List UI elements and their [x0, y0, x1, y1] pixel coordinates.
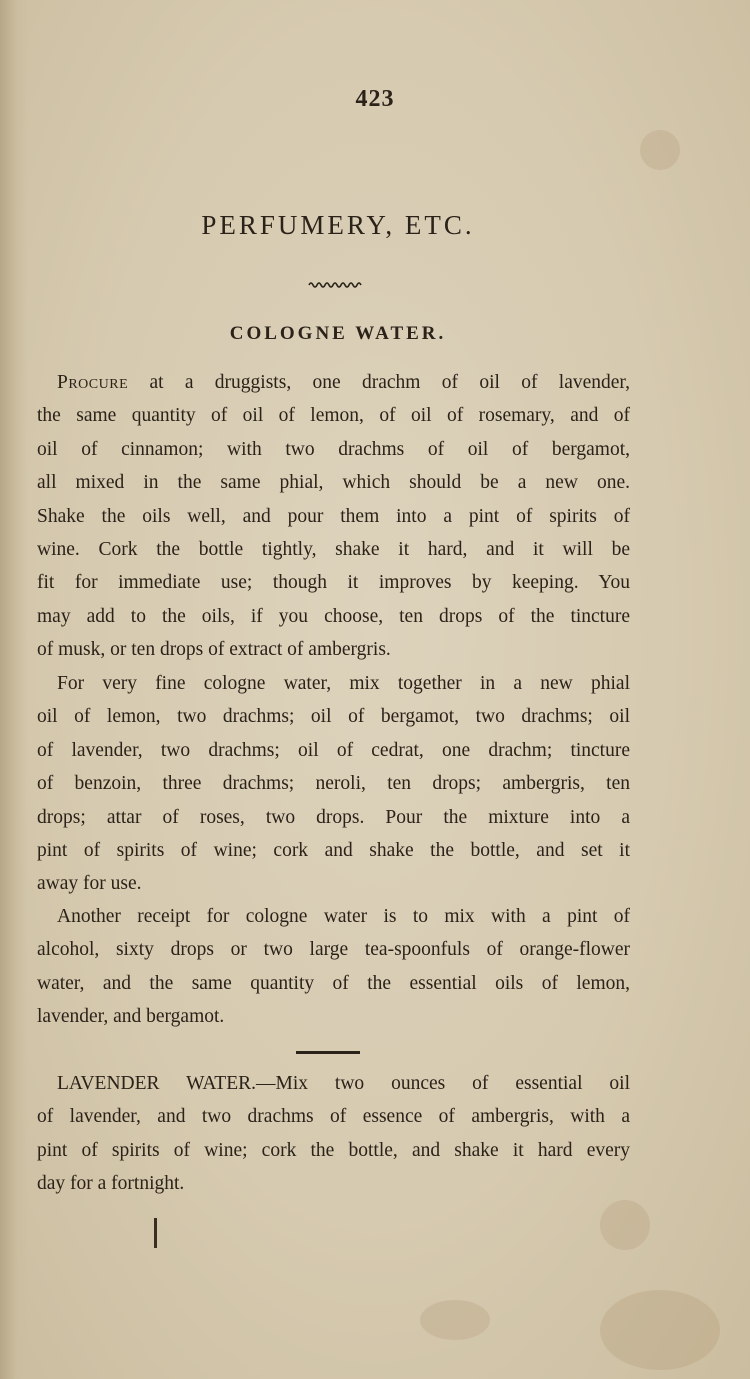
age-stain: [420, 1300, 490, 1340]
paragraph-cologne-1: [37, 366, 630, 667]
ornament-squiggle: [308, 280, 364, 290]
text-line: pint of spirits of wine; cork the bottle, and shake it hard every: [37, 1139, 630, 1161]
paragraph-cologne-2: [37, 667, 630, 901]
text-line: wine. Cork the bottle tightly, shake it hard, and it will be: [37, 539, 630, 561]
text-line: Another receipt for cologne water is to mix with a pint of: [57, 906, 630, 927]
page-binding-shadow: [0, 0, 28, 1379]
text-line: Shake the oils well, and pour them into a pint of spirits of: [37, 505, 630, 527]
text-line: Procure at a druggists, one drachm of oil of lavender,: [57, 372, 630, 393]
text-line: all mixed in the same phial, which should be a new one.: [37, 472, 630, 494]
text-line: oil of lemon, two drachms; oil of bergamot, two drachms; oil: [37, 706, 630, 728]
age-stain: [600, 1200, 650, 1250]
age-stain: [640, 130, 680, 170]
paragraph-lavender-water: [37, 1067, 630, 1201]
age-stain: [600, 1290, 720, 1370]
text-line: alcohol, sixty drops or two large tea-spoonfuls of orange-flower: [37, 939, 630, 961]
text-line: of musk, or ten drops of extract of ambergris.: [37, 639, 391, 661]
text-line: lavender, and bergamot.: [37, 1006, 225, 1028]
text-line: away for use.: [37, 873, 142, 895]
ink-mark: [154, 1218, 157, 1248]
text-line: pint of spirits of wine; cork and shake the bottle, and set it: [37, 840, 630, 862]
text-line: water, and the same quantity of the essential oils of lemon,: [37, 972, 630, 994]
lead-word: Procure: [57, 372, 129, 393]
text-line: fit for immediate use; though it improves by keeping. You: [37, 572, 630, 594]
text-line: day for a fortnight.: [37, 1173, 185, 1195]
text-line: of lavender, two drachms; oil of cedrat, one drachm; tincture: [37, 739, 630, 761]
section-divider: [296, 1051, 360, 1054]
text-line: of lavender, and two drachms of essence of ambergris, with a: [37, 1106, 630, 1128]
paragraph-cologne-3: [37, 900, 630, 1034]
chapter-title: PERFUMERY, ETC.: [201, 210, 475, 240]
text-line: the same quantity of oil of lemon, of oil of rosemary, and of: [37, 405, 630, 427]
text-line: LAVENDER WATER.—Mix two ounces of essential oil: [57, 1073, 630, 1094]
text-line: of benzoin, three drachms; neroli, ten drops; ambergris, ten: [37, 773, 630, 795]
text-line: oil of cinnamon; with two drachms of oil of bergamot,: [37, 438, 630, 460]
page-number: 423: [355, 86, 395, 112]
text-line: drops; attar of roses, two drops. Pour the mixture into a: [37, 806, 630, 828]
text-line: For very fine cologne water, mix together in a new phial: [57, 673, 630, 694]
text-line: may add to the oils, if you choose, ten drops of the tincture: [37, 605, 630, 627]
section-heading: COLOGNE WATER.: [229, 323, 447, 344]
